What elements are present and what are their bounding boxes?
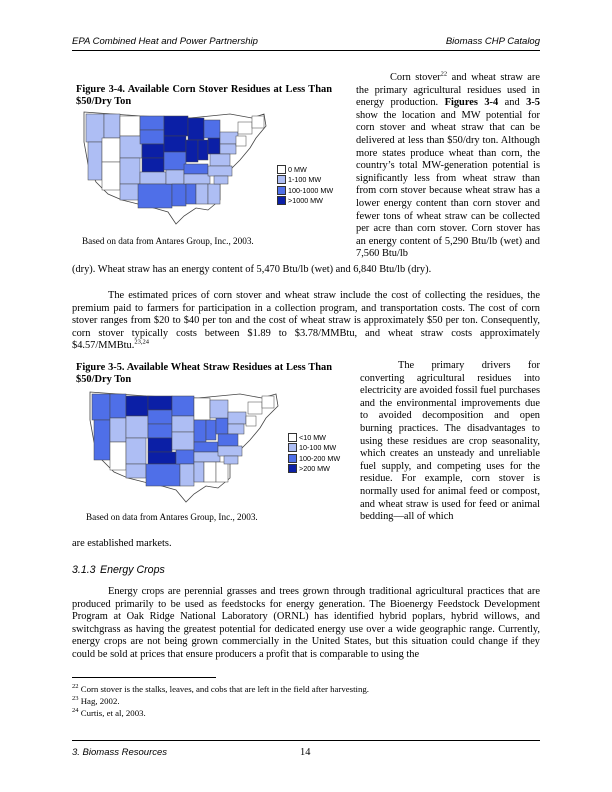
legend-item: 0 MW <box>277 164 333 175</box>
footer-rule <box>72 740 540 741</box>
paragraph-markets: are established markets. <box>72 538 172 549</box>
header-rule <box>72 50 540 51</box>
paragraph-energy-crops: Energy crops are perennial grasses and trees grown through traditional agricultural practices that are produced primarily to be used as feedstocks for energy generation. The Bioenergy Feedstock Development Program at Oak Ridge National Laboratory (ORNL) has identified hybrid poplars, hybrid willows, and switchgrass as having the greatest potential for dedicated energy use over a wide geographic range. Currently, energy crops are not being grown commercially in the United States, but this situation could change if they could be sold at prices that ensure producers a profit that is comparable to using the <box>72 586 540 660</box>
figure-3-4-title: Figure 3-4. Available Corn Stover Residues at Less Than $50/Dry Ton <box>76 84 332 108</box>
paragraph-energy-content: (dry). Wheat straw has an energy content of 5,470 Btu/lb (wet) and 6,840 Btu/lb (dry). <box>72 264 432 275</box>
figure-3-5-legend <box>288 432 340 474</box>
header-left: EPA Combined Heat and Power Partnership <box>72 36 258 47</box>
figure-3-4-legend <box>277 164 333 206</box>
corn-stover-map <box>80 108 270 226</box>
legend-item: 100-1000 MW <box>277 185 333 196</box>
footnote-24: $^{24}$ Curtis, et al, 2003. <box>72 707 146 718</box>
legend-item: 1-100 MW <box>277 175 333 186</box>
legend-swatch <box>288 454 297 463</box>
paragraph-costs: The estimated prices of corn stover and wheat straw include the cost of collecting the residues, the premium paid to farmers for participation in a collection program, and transportation costs. The cost of corn stover ranges from $20 to $40 per ton and the cost of wheat straw is approximately $50 per ton. Consequently, corn stover typically costs between $1.89 to $3.78/MMBtu, and wheat straw costs approximately $4.57/MMBtu.$^{23,24}$ <box>72 290 540 352</box>
legend-swatch <box>277 165 286 174</box>
figure-3-5-caption: Based on data from Antares Group, Inc., 2003. <box>86 512 258 522</box>
wheat-straw-map <box>86 388 282 504</box>
legend-item: >1000 MW <box>277 196 333 207</box>
legend-item: 10-100 MW <box>288 443 340 454</box>
section-heading-energy-crops: 3.1.3 Energy Crops <box>72 564 165 576</box>
paragraph-corn-stover: Corn stover$^{22}$ and wheat straw are the primary agricultural residues used in energy production. Figures 3-4 and 3-5 show the location and MW potential for corn stover and wheat straw that can be delivered at less than $50/dry ton. Although more states produce wheat than corn, the country’s total MW-generation potential is significantly less from wheat straw than from corn stover because wheat straw has a lower energy content than corn stover and fewer tons of wheat straw can be collected per acre than corn stover. Corn stover has an energy content of 5,290 Btu/lb (wet) and 7,560 Btu/lb <box>356 70 540 260</box>
figure-3-4-caption: Based on data from Antares Group, Inc., 2003. <box>82 236 254 246</box>
legend-item: >200 MW <box>288 464 340 475</box>
legend-swatch <box>288 433 297 442</box>
page-number: 14 <box>300 747 311 758</box>
footnote-22: $^{22}$ Corn stover is the stalks, leaves, and cobs that are left in the field after harvesting. <box>72 683 369 694</box>
header-right: Biomass CHP Catalog <box>445 36 540 47</box>
figure-3-5-title: Figure 3-5. Available Wheat Straw Residues at Less Than $50/Dry Ton <box>76 362 332 386</box>
legend-item: <10 MW <box>288 432 340 443</box>
legend-swatch <box>288 443 297 452</box>
footnote-23: $^{23}$ Hag, 2002. <box>72 695 120 706</box>
legend-swatch <box>277 175 286 184</box>
legend-swatch <box>277 196 286 205</box>
footnote-rule <box>72 677 216 678</box>
legend-swatch <box>277 186 286 195</box>
paragraph-drivers: The primary drivers for converting agricultural residues into electricity are avoided fossil fuel purchases and the environmental improvements due to avoided decomposition and open burning practices. The disadvantages to using these residues are crop seasonality, which creates an unsteady and unreliable fuel supply, and competing uses for the residue. For example, corn stover is normally used for animal feed or compost, and wheat straw is used for feed or animal bedding—all of which <box>360 360 540 523</box>
legend-item: 100-200 MW <box>288 453 340 464</box>
legend-swatch <box>288 464 297 473</box>
footer-section: 3. Biomass Resources <box>72 747 168 758</box>
